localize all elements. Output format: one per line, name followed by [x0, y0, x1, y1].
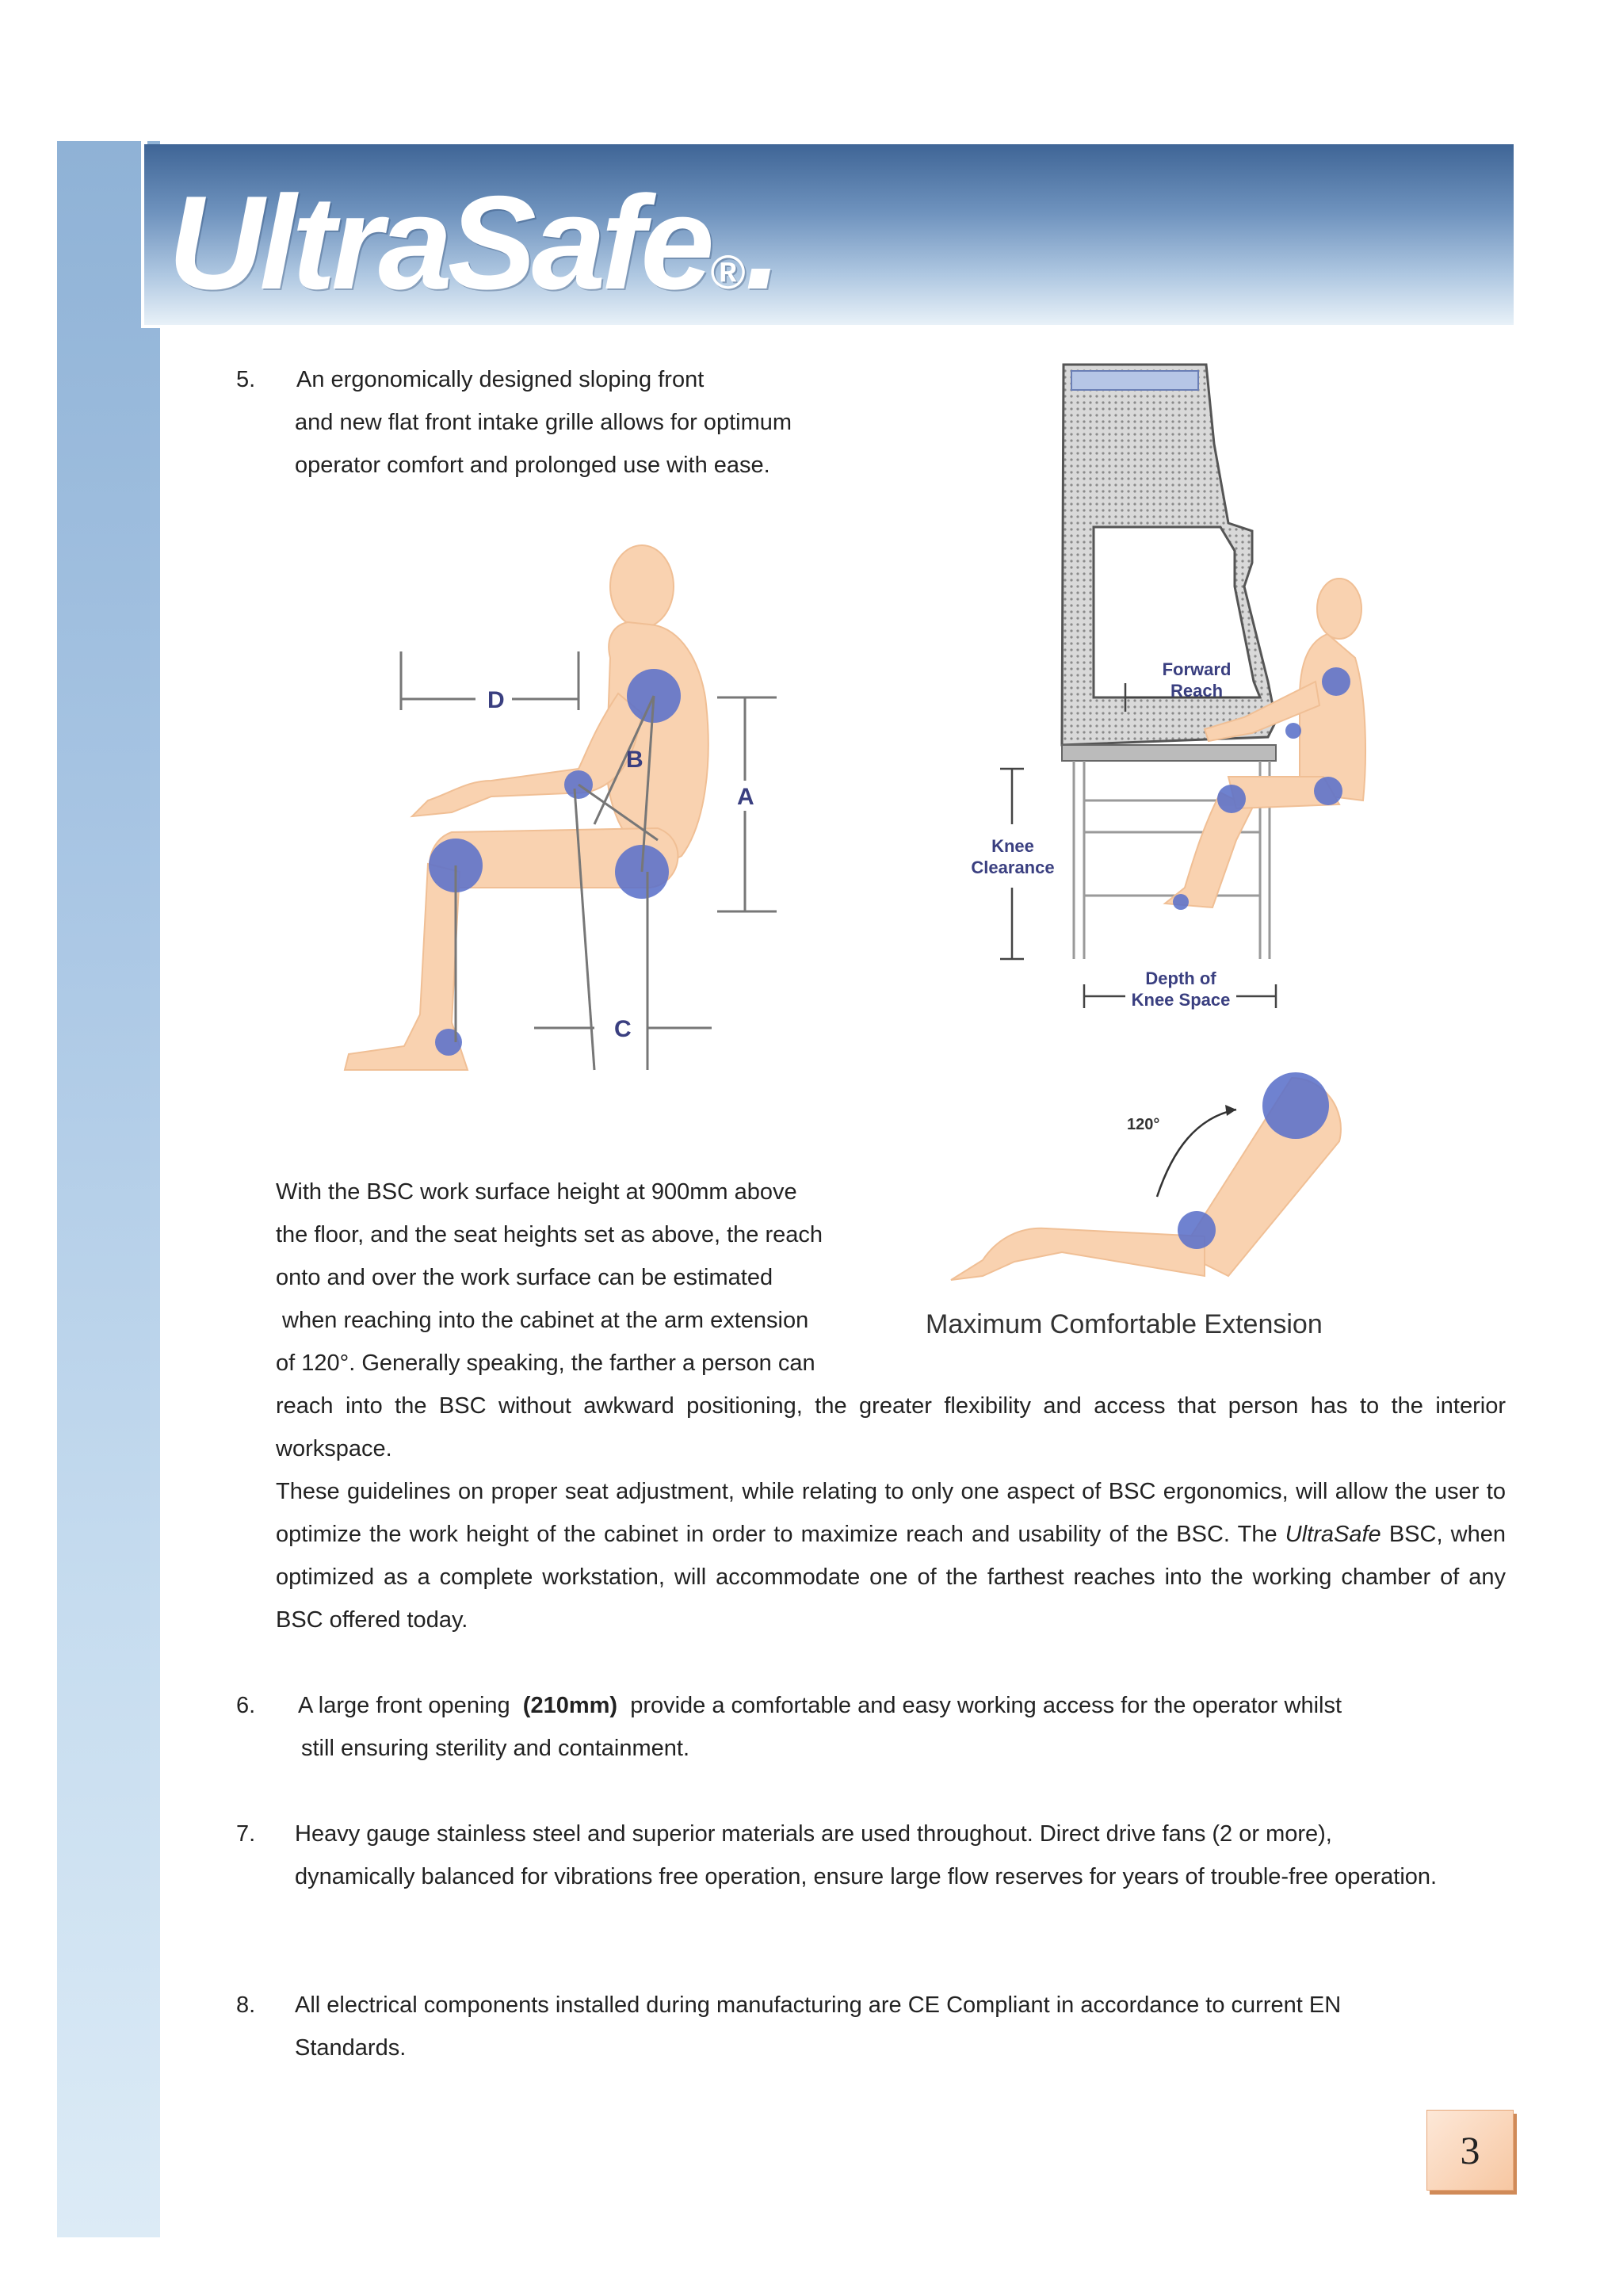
guidelines-text-pre: These guidelines on proper seat adjustment, while relating to only one aspect of BSC ergonomics, will allow the user to optimize the work height of the cabinet in order to maximize reach and usability of the BSC. The — [276, 1479, 1506, 1547]
item-6-line-1 — [298, 1684, 1342, 1727]
cabinet-reach-figure — [967, 349, 1411, 1030]
item-6-text-bold: (210mm) — [522, 1693, 618, 1718]
label-depth-of: Depth of — [1145, 968, 1216, 988]
guidelines-text-italic: UltraSafe — [1285, 1522, 1381, 1547]
label-knee: Knee — [991, 836, 1034, 856]
item-8-number: 8. — [236, 1992, 256, 2018]
item-8-text: All electrical components installed during manufacturing are CE Compliant in accordance to current EN Standards. — [295, 1992, 1342, 2061]
seated-posture-figure — [333, 523, 808, 1078]
cabinet-body — [1062, 365, 1276, 761]
label-a: A — [737, 784, 754, 810]
item-7-text: Heavy gauge stainless steel and superior materials are used throughout. Direct drive fans (2 or more), dynamically balanced for vibrations free operation, ensure large flow reserves for years of trouble-free operation. — [295, 1821, 1438, 1889]
item-6-text-pre: A large front opening — [298, 1693, 510, 1718]
item-6-number: 6. — [236, 1693, 256, 1718]
arm-figure-caption: Maximum Comfortable Extension — [926, 1309, 1323, 1339]
label-forward: Forward — [1162, 659, 1232, 679]
header-banner — [144, 144, 1514, 325]
reach-line-3: onto and over the work surface can be estimated — [276, 1265, 773, 1290]
reach-line-4: when reaching into the cabinet at the arm extension — [276, 1308, 809, 1333]
item-6-text-post: provide a comfortable and easy working access for the operator whilst — [630, 1693, 1342, 1718]
reach-line-5: of 120°. Generally speaking, the farther a person can — [276, 1350, 815, 1376]
item-6-line-2: still ensuring sterility and containment. — [301, 1736, 690, 1761]
page-number: 3 — [1426, 2110, 1514, 2191]
item-7-number: 7. — [236, 1821, 256, 1847]
label-b: B — [626, 747, 643, 773]
logo-registered-mark: ® — [709, 246, 745, 299]
reach-continuation: reach into the BSC without awkward positioning, the greater flexibility and access that person has to the interior workspace. — [276, 1393, 1506, 1461]
label-reach: Reach — [1170, 681, 1224, 701]
item-5-line-1: An ergonomically designed sloping front — [296, 367, 705, 392]
angle-label: 120° — [1127, 1116, 1160, 1133]
item-5-number: 5. — [236, 367, 256, 392]
label-knee-space: Knee Space — [1131, 990, 1231, 1010]
logo-text: UltraSafe — [168, 168, 710, 317]
seated-body — [345, 545, 708, 1070]
logo-dot: . — [744, 168, 782, 317]
reach-line-2: the floor, and the seat heights set as above, the reach — [276, 1222, 823, 1247]
item-5-line-3: operator comfort and prolonged use with ease. — [295, 453, 770, 478]
label-d: D — [487, 687, 505, 713]
label-c: C — [614, 1016, 632, 1042]
item-5-line-2: and new flat front intake grille allows for optimum — [295, 410, 792, 435]
reach-line-1: With the BSC work surface height at 900mm above — [276, 1179, 797, 1205]
left-sidebar-band — [57, 141, 160, 2237]
guidelines-paragraph — [276, 1470, 1506, 1641]
guidelines-text-post: BSC, when optimized as a complete workstation, will accommodate one of the farthest reaches into the working chamber of any BSC offered today. — [276, 1522, 1506, 1633]
arm-extension-figure — [943, 1046, 1371, 1292]
label-clearance: Clearance — [971, 858, 1055, 877]
ultrasafe-logo — [168, 168, 782, 317]
